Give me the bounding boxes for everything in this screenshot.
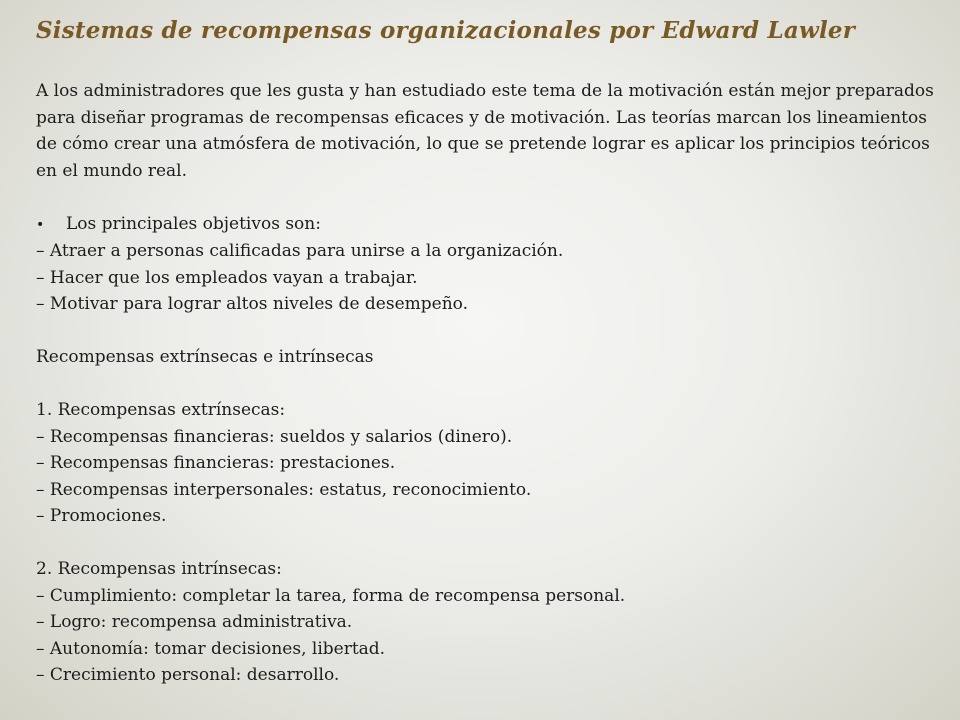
spacer bbox=[36, 318, 936, 345]
intrinsic-item: – Logro: recompensa administrativa. bbox=[36, 612, 353, 632]
objectives-bullet bbox=[36, 211, 936, 239]
spacer bbox=[36, 184, 936, 211]
objective-item: – Atraer a personas calificadas para unirse a la organización. bbox=[36, 241, 564, 261]
objective-item: – Motivar para lograr altos niveles de desempeño. bbox=[36, 294, 468, 314]
slide-body bbox=[36, 78, 936, 689]
spacer bbox=[36, 530, 936, 557]
bullet-icon bbox=[36, 211, 66, 239]
extrinsic-heading: 1. Recompensas extrínsecas: bbox=[36, 400, 286, 420]
extrinsic-item: – Promociones. bbox=[36, 506, 167, 526]
intro-paragraph: A los administradores que les gusta y han estudiado este tema de la motivación están mejor preparados para diseñar programas de recompensas eficaces y de motivación. Las teorías marcan los lineamientos de cómo crear una atmósfera de motivación, lo que se pretende lograr es aplicar los principios teóricos en el mundo real. bbox=[36, 81, 934, 181]
intrinsic-item: – Autonomía: tomar decisiones, libertad. bbox=[36, 638, 386, 659]
section-heading: Recompensas extrínsecas e intrínsecas bbox=[36, 347, 374, 367]
extrinsic-item: – Recompensas financieras: sueldos y salarios (dinero). bbox=[36, 426, 513, 447]
intrinsic-item: – Crecimiento personal: desarrollo. bbox=[36, 665, 340, 685]
objective-item: – Hacer que los empleados vayan a trabajar. bbox=[36, 267, 418, 288]
extrinsic-item: – Recompensas interpersonales: estatus, reconocimiento. bbox=[36, 479, 532, 500]
intrinsic-heading: 2. Recompensas intrínsecas: bbox=[36, 559, 282, 579]
extrinsic-item: – Recompensas financieras: prestaciones. bbox=[36, 453, 396, 473]
slide-title: Sistemas de recompensas organizacionales por Edward Lawler bbox=[36, 17, 856, 44]
intrinsic-item: – Cumplimiento: completar la tarea, forma de recompensa personal. bbox=[36, 585, 626, 606]
spacer bbox=[36, 371, 936, 398]
objectives-heading: Los principales objetivos son: bbox=[66, 213, 321, 234]
